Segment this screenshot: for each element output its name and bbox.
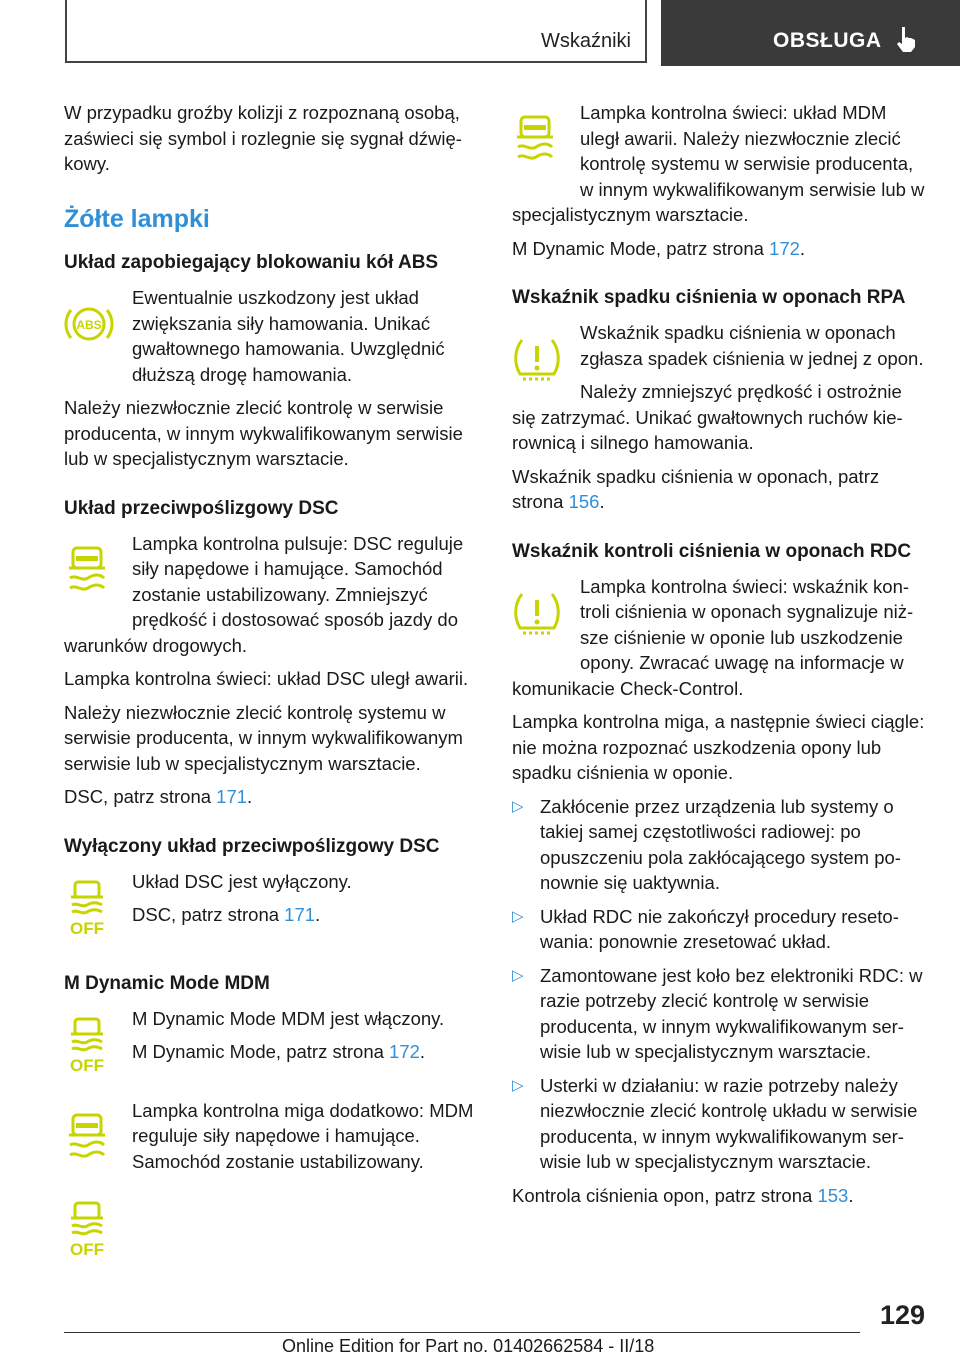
dsc-reference: DSC, patrz strona 171. <box>64 786 253 807</box>
svg-text:ABS: ABS <box>76 318 102 332</box>
dsc-warning-icon <box>64 531 132 609</box>
mdm-item <box>64 1006 478 1084</box>
header-chapter-tab <box>661 0 960 66</box>
mdm-text-2: Lampka kontrolna miga dodatkowo: MDM reguluje siły napędowe i hamujące. Samochód zostanie ustabilizowany. <box>132 1099 474 1172</box>
abs-text-1: Ewentualnie uszkodzony jest układ zwiększania siły hamowania. Unikać gwałtownego hamowania. Uwzględnić dłuższą drogę hamowania. <box>132 287 445 385</box>
bullet-triangle-icon: ▷ <box>512 907 524 925</box>
list-item: ▷ Zakłócenie przez urządzenia lub systemy o takiej samej częstotliwości radiowej: po opuszczeniu pola zakłócającego system ponownie się uaktywnia. <box>512 795 901 893</box>
abs-heading: Układ zapobiegający blokowaniu kół ABS <box>64 252 439 273</box>
dsc-item <box>64 531 478 659</box>
dsc-heading: Układ przeciwpoślizgowy DSC <box>64 497 339 519</box>
rdc-heading: Wskaźnik kontroli ciśnienia w oponach RDC <box>512 540 912 562</box>
dsc-off-item <box>64 869 478 947</box>
dsc-off-text: Układ DSC jest wyłączony. <box>132 870 352 892</box>
mdm-blink-item <box>64 1098 478 1176</box>
rdc-item <box>512 574 928 702</box>
bullet-triangle-icon: ▷ <box>512 797 524 815</box>
mdm-off-icon <box>64 1006 132 1084</box>
rdc-page-link[interactable]: 153 <box>817 1184 849 1206</box>
dsc-page-link[interactable]: 171 <box>216 786 248 807</box>
page-number: 129 <box>880 1300 926 1330</box>
mdm-fail-page-link[interactable]: 172 <box>769 237 800 259</box>
intro-text: W przypadku groźby kolizji z rozpoznaną osobą, zaświeci się symbol i rozlegnie się sygnał dźwiękowy. <box>64 102 462 174</box>
list-item: ▷ Usterki w działaniu: w razie potrzeby należy niezwłocznie zlecić kontrolę układu w serwisie producenta, w innym wykwalifikowanym serwisie lub w specjalistycznym warsztacie. <box>512 1074 918 1172</box>
dsc-off-reference: DSC, patrz strona 171. <box>132 904 321 925</box>
list-item: ▷ Układ RDC nie zakończył procedury resetowania: ponownie zresetować układ. <box>512 905 899 952</box>
mdm-reference: M Dynamic Mode, patrz strona 172. <box>132 1041 426 1062</box>
mdm-text-1: M Dynamic Mode MDM jest włączony. <box>132 1007 445 1029</box>
mdm-fail-text: Lampka kontrolna świeci: układ MDM uległ awarii. Należy niezwłocznie zlecić kontrolę systemu w serwisie producenta, w innym wykwalifikowanym serwisie lub w specjalistycznym warsztacie. <box>512 102 925 225</box>
abs-item <box>64 285 478 387</box>
dsc-text-2: Lampka kontrolna świeci: układ DSC uległ awarii. <box>64 668 469 689</box>
bullet-triangle-icon: ▷ <box>512 966 524 984</box>
dsc-off-icon <box>64 869 132 947</box>
rpa-text-1: Wskaźnik spadku ciśnienia w oponach zgłasza spadek ciśnienia w jednej z opon. <box>580 322 924 369</box>
rpa-item <box>512 320 928 456</box>
svg-text:OFF: OFF <box>70 918 104 938</box>
mdm-heading: M Dynamic Mode MDM <box>64 972 270 994</box>
header-section-tab <box>65 0 647 63</box>
rpa-heading: Wskaźnik spadku ciśnienia w oponach RPA <box>512 287 906 308</box>
dsc-off-page-link[interactable]: 171 <box>284 904 316 925</box>
rpa-page-link[interactable]: 156 <box>568 491 600 512</box>
svg-text:OFF: OFF <box>70 1055 104 1075</box>
left-column <box>64 100 478 1276</box>
list-item: ▷ Zamontowane jest koło bez elektroniki RDC: w razie potrzeby zlecić kontrolę w serwisie producenta, w innym wykwalifikowanym serwisie lub w specjalistycznym warsztacie. <box>512 964 923 1062</box>
rdc-text-1: Lampka kontrolna świeci: wskaźnik kontroli ciśnienia w oponach sygnalizuje niższe ciśnienie w oponie lub uszkodzenie opony. Zwracać uwagę na informacje w komunikacie Check-Control. <box>512 575 914 699</box>
dsc-text-3: Należy niezwłocznie zlecić kontrolę systemu w serwisie producenta, w innym wykwalifikowanym serwisie lub w specjalistycznym warsztacie. <box>64 701 463 774</box>
footer-divider <box>64 1332 860 1333</box>
mdm-fail-reference: M Dynamic Mode, patrz strona 172. <box>512 237 806 259</box>
dsc-text-1: Lampka kontrolna pulsuje: DSC reguluje siły napędowe i hamujące. Samochód zostanie ustabilizowany. Zmniejszyć prędkość i dostosować sposób jazdy do warunków drogowych. <box>64 532 464 656</box>
mdm-fail-icon <box>512 100 580 178</box>
abs-warning-icon <box>64 285 132 363</box>
section-label: Wskaźniki <box>540 30 631 52</box>
pointing-hand-icon <box>894 25 920 53</box>
svg-text:OFF: OFF <box>70 1239 104 1259</box>
abs-text-2: Należy niezwłocznie zlecić kontrolę w serwisie producenta, w innym wykwalifikowanym serwisie lub w specjalistycznym warsztacie. <box>64 397 463 469</box>
rdc-text-2: Lampka kontrolna miga, a następnie świeci ciągle: nie można rozpoznać uszkodzenia opony lub spadku ciśnienia w oponie. <box>512 711 925 783</box>
mdm-dsc-icon <box>64 1098 132 1176</box>
mdm-off-item-2 <box>64 1190 478 1268</box>
chapter-label: OBSŁUGA <box>773 29 882 52</box>
edition-footer: Online Edition for Part no. 01402662584 - II/18 <box>282 1336 655 1356</box>
bullet-triangle-icon: ▷ <box>512 1076 524 1094</box>
tire-pressure-icon-rdc <box>512 574 580 652</box>
mdm-fail-item <box>512 100 928 228</box>
rdc-reference: Kontrola ciśnienia opon, patrz strona 153. <box>512 1184 854 1206</box>
dsc-off-heading: Wyłączony układ przeciwpoślizgowy DSC <box>64 835 440 857</box>
mdm-off-icon-2 <box>64 1190 132 1268</box>
right-column <box>512 100 928 1216</box>
rpa-text-2: Należy zmniejszyć prędkość i ostrożnie się zatrzymać. Unikać gwałtownych ruchów kierownicą i silnego hamowania. <box>512 381 903 453</box>
mdm-page-link[interactable]: 172 <box>389 1041 420 1062</box>
tire-pressure-icon <box>512 320 580 398</box>
section-title: Żółte lampki <box>64 204 210 233</box>
rpa-reference: Wskaźnik spadku ciśnienia w oponach, patrz strona 156. <box>512 465 880 512</box>
